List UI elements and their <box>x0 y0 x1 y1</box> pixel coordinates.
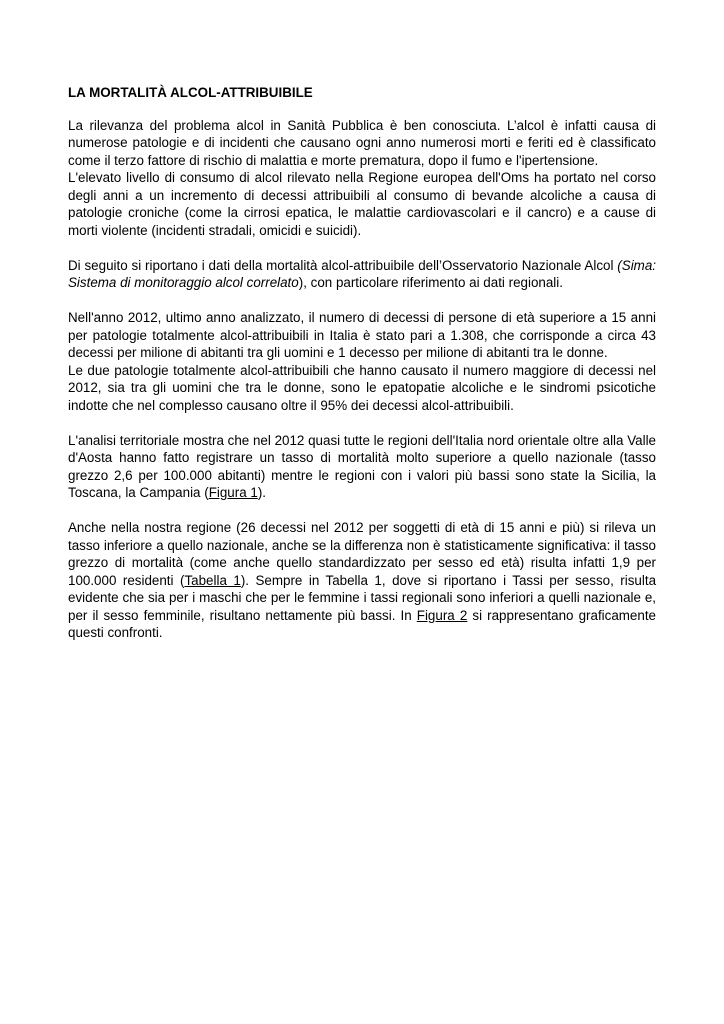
text-span: ). <box>257 485 266 500</box>
text-span: Anche nella nostra regione (26 decessi nel 2012 per soggetti di età di 15 anni e più) si rileva un tasso inferiore a quello nazionale, anche se la differenza non è statisticamente significativa: il tasso grezzo di mortalità (come anche quello standardizzato per sesso ed età) risulta infatti 1,9 per 100.000 residenti ( <box>68 520 656 588</box>
text-span: ), con particolare riferimento ai dati regionali. <box>298 275 563 290</box>
text-span: ). Sempre in Tabella 1, dove si riportano i Tassi per sesso, risulta evidente che sia per i maschi che per le femmine i tassi regionali sono inferiori a quelli nazionale e, per il sesso femminile, risultano nettamente più bassi. In <box>68 572 657 623</box>
text-span: si rappresentano graficamente questi confronti. <box>68 607 656 640</box>
tabella-1-link[interactable]: Tabella 1 <box>184 572 241 588</box>
paragraph-osservatorio <box>68 257 656 292</box>
figura-1-link[interactable]: Figura 1 <box>208 485 258 500</box>
paragraph-nostra-regione <box>68 519 656 642</box>
paragraph-patologie: Le due patologie totalmente alcol-attribuibili che hanno causato il numero maggiore di decessi nel 2012, sia tra gli uomini che tra le donne, sono le epatopatie alcoliche e le sindromi psicotiche indotte che nel complesso causano oltre il 95% dei decessi alcol-attribuibili. <box>68 362 656 413</box>
italic-sima: (Sima: Sistema di monitoraggio alcol correlato <box>68 257 656 290</box>
paragraph-oms: L'elevato livello di consumo di alcol rilevato nella Regione europea dell'Oms ha portato nel corso degli anni a un incremento di decessi attribuibili al consumo di bevande alcoliche a causa di patologie croniche (come la cirrosi epatica, le malattie cardiovascolari e il cancro) e a cause di morti violente (incidenti stradali, omicidi e suicidi). <box>68 170 656 238</box>
paragraph-gap <box>68 502 656 520</box>
text-span: Di seguito si riportano i dati della mortalità alcol-attribuibile dell’Osservatorio Nazionale Alcol <box>68 257 618 273</box>
paragraph-2012-data: Nell'anno 2012, ultimo anno analizzato, il numero di decessi di persone di età superiore a 15 anni per patologie totalmente alcol-attribuibili in Italia è stato pari a 1.308, che corrisponde a circa 43 decessi per milione di abitanti tra gli uomini e 1 decesso per milione di abitanti tra le donne. <box>68 310 656 360</box>
figura-2-link[interactable]: Figura 2 <box>416 607 468 623</box>
paragraph-gap <box>68 239 656 257</box>
document-title: LA MORTALITÀ ALCOL-ATTRIBUIBILE <box>68 85 313 100</box>
paragraph-gap <box>68 414 656 432</box>
document-page <box>68 84 656 642</box>
text-span: L'analisi territoriale mostra che nel 2012 quasi tutte le regioni dell'Italia nord orientale oltre alla Valle d'Aosta hanno fatto registrare un tasso di mortalità molto superiore a quello nazionale (tasso grezzo 2,6 per 100.000 abitanti) mentre le regioni con i valori più bassi sono state la Sicilia, la Toscana, la Campania ( <box>68 432 656 500</box>
paragraph-gap <box>68 292 656 310</box>
paragraph-intro: La rilevanza del problema alcol in Sanità Pubblica è ben conosciuta. L’alcol è infatti causa di numerose patologie e di incidenti che causano ogni anno numerosi morti e feriti ed è classificato come il terzo fattore di rischio di malattia e morte prematura, dopo il fumo e l'ipertensione. <box>68 117 656 168</box>
paragraph-analisi-territoriale <box>68 432 656 502</box>
